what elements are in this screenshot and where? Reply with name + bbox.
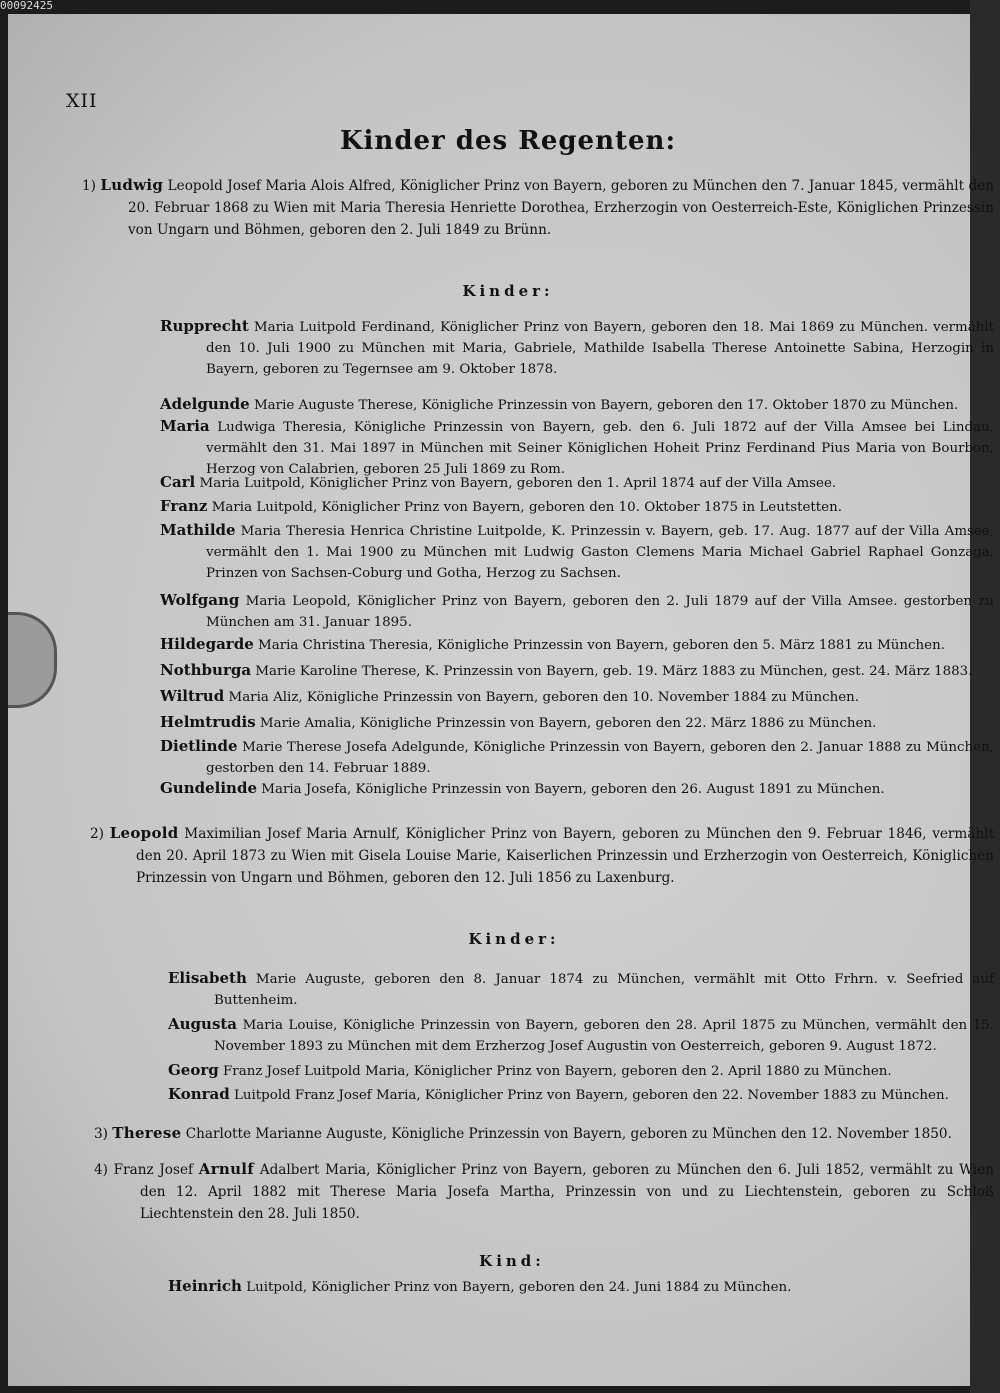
child-name: Adelgunde [160, 395, 250, 413]
children-heading: Kinder: [462, 282, 554, 300]
section-2 [90, 822, 994, 889]
child-entry [168, 1084, 994, 1106]
section-3 [94, 1122, 994, 1145]
section-lead-name: Arnulf [198, 1160, 255, 1178]
child-entry [160, 316, 994, 380]
child-entry [168, 968, 994, 1011]
section-number: 3) [94, 1126, 108, 1142]
child-text: Luitpold Franz Josef Maria, Königlicher Prinz von Bayern, geboren den 22. November 1883 zu München. [234, 1088, 949, 1103]
child-text: Maria Luitpold Ferdinand, Königlicher Prinz von Bayern, geboren den 18. Mai 1869 zu München. vermählt den 10. Juli 1900 zu München mit Maria, Gabriele, Mathilde Isabella Therese Antoinette Sabina, Herzogin in Bayern, geboren zu Tegernsee am 9. Oktober 1878. [206, 320, 994, 377]
child-text: Franz Josef Luitpold Maria, Königlicher Prinz von Bayern, geboren den 2. April 1880 zu München. [223, 1064, 892, 1079]
child-name: Elisabeth [168, 969, 247, 987]
child-name: Augusta [168, 1015, 238, 1033]
child-name: Maria [160, 417, 210, 435]
child-text: Marie Amalia, Königliche Prinzessin von Bayern, geboren den 22. März 1886 zu München. [259, 716, 877, 731]
section-text: Leopold Josef Maria Alois Alfred, Königlicher Prinz von Bayern, geboren zu München den 7. Januar 1845, vermählt den 20. Februar 1868 zu Wien mit Maria Theresia Henriette Dorothea, Erzherzogin von Oesterreich-Este, Königlichen Prinzessin von Ungarn und Böhmen, geboren den 2. Juli 1849 zu Brünn. [128, 178, 994, 238]
child-text: Marie Auguste, geboren den 8. Januar 1874 zu München, vermählt mit Otto Frhrn. v. Seefried auf Buttenheim. [214, 972, 994, 1008]
child-entry [160, 590, 994, 633]
section-lead-name: Leopold [109, 824, 179, 842]
child-entry [160, 712, 994, 734]
section-1 [82, 174, 994, 241]
child-name: Georg [168, 1061, 219, 1079]
child-entry [168, 1276, 994, 1298]
section-lead-name: Ludwig [100, 176, 164, 194]
child-name: Dietlinde [160, 737, 238, 755]
child-name: Franz [160, 497, 208, 515]
child-name: Rupprecht [160, 317, 249, 335]
child-text: Maria Christina Theresia, Königliche Prinzessin von Bayern, geboren den 5. März 1881 zu München. [258, 638, 945, 653]
child-entry [160, 416, 994, 480]
child-entry [160, 634, 994, 656]
child-text: Maria Louise, Königliche Prinzessin von Bayern, geboren den 28. April 1875 zu München, vermählt den 15. November 1893 zu München mit dem Erzherzog Josef Augustin von Oesterreich, geboren 9. August 1872. [214, 1018, 994, 1054]
child-name: Konrad [168, 1085, 230, 1103]
children-heading: Kind: [479, 1252, 545, 1270]
page-title: Kinder des Regenten: [339, 126, 677, 156]
child-name: Gundelinde [160, 779, 257, 797]
child-name: Carl [160, 473, 196, 491]
child-entry [160, 660, 994, 682]
child-entry [168, 1060, 994, 1082]
child-text: Marie Karoline Therese, K. Prinzessin von Bayern, geb. 19. März 1883 zu München, gest. 24. März 1883. [255, 664, 973, 679]
section-4 [94, 1158, 994, 1225]
child-entry [168, 1014, 994, 1057]
child-text: Maria Luitpold, Königlicher Prinz von Bayern, geboren den 1. April 1874 auf der Villa Amsee. [199, 476, 837, 491]
binding-clip [8, 612, 57, 708]
child-text: Luitpold, Königlicher Prinz von Bayern, geboren den 24. Juni 1884 zu München. [246, 1280, 792, 1295]
child-text: Marie Auguste Therese, Königliche Prinzessin von Bayern, geboren den 17. Oktober 1870 zu München. [253, 398, 959, 413]
section-lead-name: Therese [112, 1124, 182, 1142]
section-number: 1) [82, 178, 96, 194]
child-name: Wolfgang [160, 591, 240, 609]
child-entry [160, 496, 994, 518]
document-page [8, 14, 995, 1386]
child-text: Maria Leopold, Königlicher Prinz von Bayern, geboren den 2. Juli 1879 auf der Villa Amsee. gestorben zu München am 31. Januar 1895. [206, 594, 994, 630]
child-name: Mathilde [160, 521, 236, 539]
child-entry [160, 472, 994, 494]
child-text: Maria Theresia Henrica Christine Luitpolde, K. Prinzessin v. Bayern, geb. 17. Aug. 1877 auf der Villa Amsee, vermählt den 1. Mai 1900 zu München mit Ludwig Gaston Clemens Maria Michael Gabriel Raphael Gonzaga, Prinzen von Sachsen-Coburg und Gotha, Herzog zu Sachsen. [206, 524, 994, 581]
section-pre-name: Franz Josef [113, 1162, 194, 1178]
section-text: Adalbert Maria, Königlicher Prinz von Bayern, geboren zu München den 6. Juli 1852, vermählt zu Wien den 12. April 1882 mit Therese Maria Josefa Martha, Prinzessin von und zu Liechtenstein, geboren zu Schloß Liechtenstein den 28. Juli 1850. [140, 1162, 995, 1222]
section-text: Maximilian Josef Maria Arnulf, Königlicher Prinz von Bayern, geboren zu München den 9. Februar 1846, vermählt den 20. April 1873 zu Wien mit Gisela Louise Marie, Kaiserlichen Prinzessin und Erzherzogin von Oesterreich, Königlichen Prinzessin von Ungarn und Böhmen, geboren den 12. Juli 1856 zu Laxenburg. [136, 826, 994, 886]
section-number: 4) [94, 1162, 108, 1178]
child-name: Hildegarde [160, 635, 254, 653]
child-text: Marie Therese Josefa Adelgunde, Königliche Prinzessin von Bayern, geboren den 2. Januar 1888 zu München, gestorben den 14. Februar 1889. [206, 740, 994, 776]
child-text: Maria Luitpold, Königlicher Prinz von Bayern, geboren den 10. Oktober 1875 in Leutstetten. [211, 500, 842, 515]
section-number: 2) [90, 826, 104, 842]
section-text: Charlotte Marianne Auguste, Königliche Prinzessin von Bayern, geboren zu München den 12. November 1850. [185, 1126, 952, 1142]
child-entry [160, 778, 994, 800]
child-text: Ludwiga Theresia, Königliche Prinzessin von Bayern, geb. den 6. Juli 1872 auf der Villa Amsee bei Lindau, vermählt den 31. Mai 1897 in München mit Seiner Königlichen Hoheit Prinz Ferdinand Pius Maria von Bourbon, Herzog von Calabrien, geboren 25 Juli 1869 zu Rom. [206, 420, 994, 477]
child-entry [160, 686, 994, 708]
child-text: Maria Aliz, Königliche Prinzessin von Bayern, geboren den 10. November 1884 zu München. [228, 690, 860, 705]
page-number: XII [66, 90, 98, 112]
child-name: Helmtrudis [160, 713, 256, 731]
children-heading: Kinder: [468, 930, 560, 948]
child-text: Maria Josefa, Königliche Prinzessin von Bayern, geboren den 26. August 1891 zu München. [261, 782, 885, 797]
child-entry [160, 394, 994, 416]
child-name: Heinrich [168, 1277, 242, 1295]
child-name: Wiltrud [160, 687, 225, 705]
child-entry [160, 736, 994, 779]
child-entry [160, 520, 994, 584]
scan-id: 00092425 [0, 0, 53, 12]
child-name: Nothburga [160, 661, 252, 679]
